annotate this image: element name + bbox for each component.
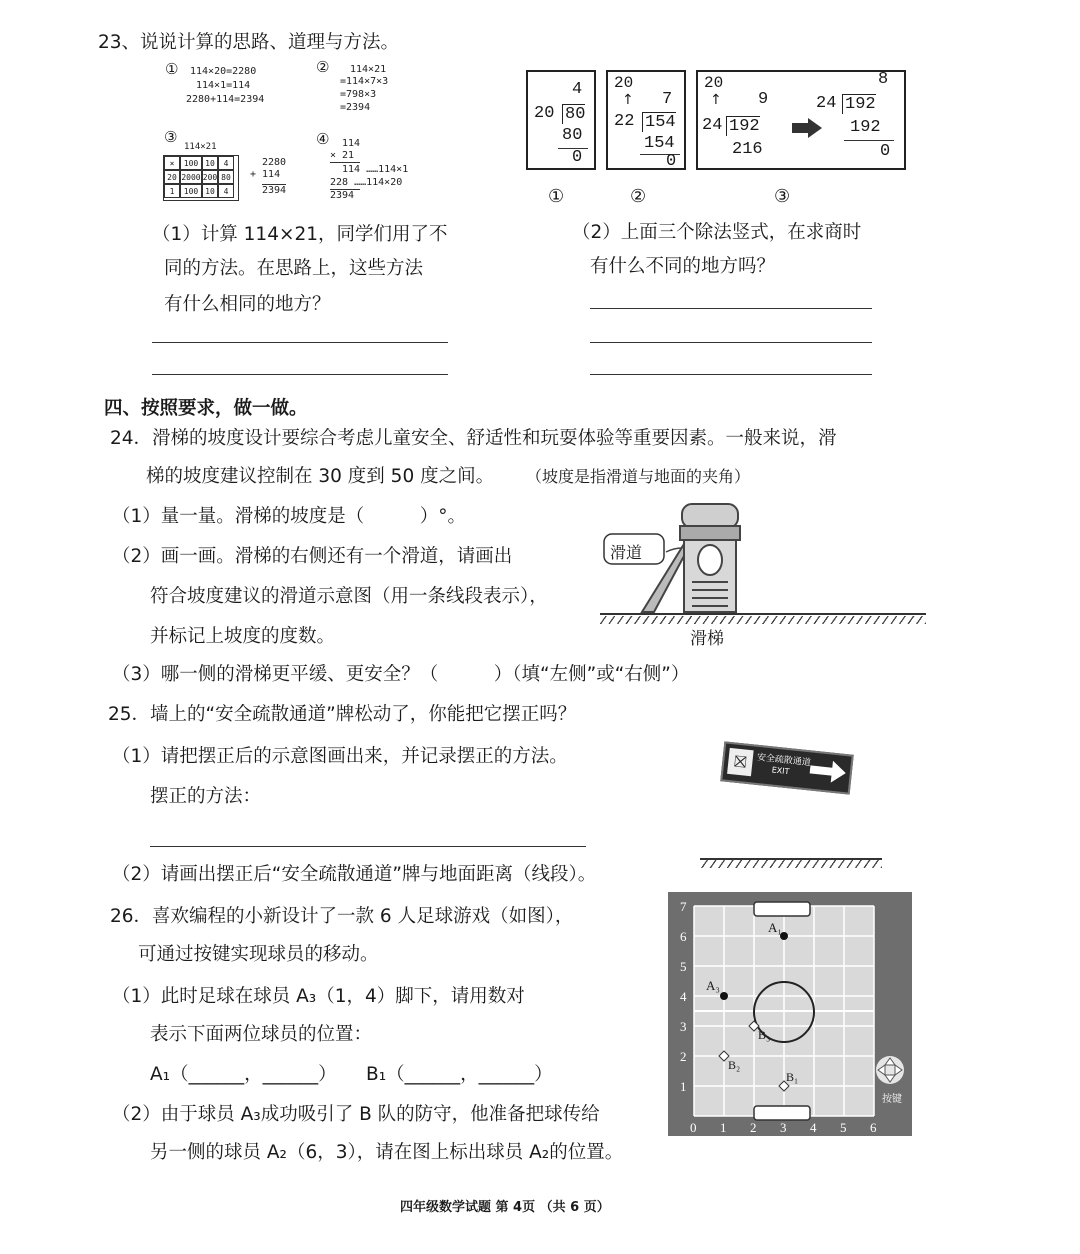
method4-line5: 2394: [330, 190, 355, 201]
method3-number: ③: [164, 128, 178, 146]
method2-line3: =798×3: [340, 89, 377, 100]
method3-sum1: 2280: [262, 157, 287, 168]
method3-grid-cell: 10: [202, 156, 218, 170]
q26-part2-line1: （2）由于球员 A₃成功吸引了 B 队的防守，他准备把球传给: [112, 1104, 600, 1125]
method3-grid-cell: 20: [164, 170, 180, 184]
division-box-2: 20 ↑ 7 22 154 154 0: [606, 70, 686, 170]
q24-part3: （3）哪一侧的滑梯更平缓、更安全？（ ）（填“左侧”或“右侧”）: [112, 664, 690, 685]
method3-top: 114×21: [184, 142, 217, 152]
method3-grid-cell: 4: [218, 184, 234, 198]
exit-sign-text: 安全疏散通道: [756, 752, 812, 769]
q26-answer-b1[interactable]: B₁（______，______）: [366, 1064, 553, 1085]
method3-grid-cell: 2000: [180, 170, 202, 184]
method3-grid-cell: 200: [202, 170, 218, 184]
q25-method-label: 摆正的方法：: [150, 786, 262, 807]
arrow-keys-icon[interactable]: [876, 1056, 904, 1084]
answer-line-23-2a[interactable]: [590, 308, 872, 309]
q24-line2b: （坡度是指滑道与地面的夹角）: [526, 467, 751, 486]
method2-line4: =2394: [340, 102, 371, 113]
player-a3-label: A₃: [706, 978, 720, 993]
method2-line1: 114×21: [350, 64, 387, 75]
answer-line-23-2b[interactable]: [590, 342, 872, 343]
q24-line2a: 梯的坡度建议控制在 30 度到 50 度之间。: [146, 466, 495, 487]
method1-line2: 114×1=114: [196, 80, 251, 91]
division-box-3: 20 ↑ 9 24 192 216 8 24 192 192 0: [696, 70, 906, 170]
q26-part1-line1: （1）此时足球在球员 A₃（1，4）脚下，请用数对: [112, 986, 525, 1007]
method4-line3: 114 ……114×1: [342, 164, 409, 175]
answer-line-23-1b[interactable]: [152, 374, 448, 375]
answer-line-23-1a[interactable]: [152, 342, 448, 343]
method1-line3: 2280+114=2394: [186, 94, 265, 105]
y-tick-label: 6: [680, 929, 687, 944]
method3-grid: [163, 155, 239, 201]
y-tick-label: 4: [680, 989, 687, 1004]
y-tick-label: 5: [680, 959, 687, 974]
soccer-field: [668, 892, 912, 1136]
x-tick-label: 0: [690, 1120, 697, 1135]
q23-sub2-line2: 有什么不同的地方吗？: [590, 256, 776, 277]
division-label-3: ③: [774, 186, 791, 207]
q24-part2-line1: （2）画一画。滑梯的右侧还有一个滑道，请画出: [112, 546, 513, 567]
division-box-1: 4 20 80 80 0: [526, 70, 596, 170]
section4-heading: 四、按照要求，做一做。: [104, 398, 308, 419]
q26-line2: 可通过按键实现球员的移动。: [138, 944, 379, 965]
player-b1-label: B₁: [786, 1070, 799, 1084]
q26-line1: 26．喜欢编程的小新设计了一款 6 人足球游戏（如图），: [110, 906, 574, 927]
method4-line4: 228 ……114×20: [330, 177, 403, 188]
x-tick-label: 2: [750, 1120, 757, 1135]
q24-line1: 24．滑梯的坡度设计要综合考虑儿童安全、舒适性和玩耍体验等重要因素。一般来说，滑: [110, 428, 837, 449]
answer-line-25[interactable]: [150, 846, 586, 847]
page-footer: 四年级数学试题 第 4页 （共 6 页）: [400, 1200, 610, 1215]
q26-part1-line2: 表示下面两位球员的位置：: [150, 1024, 373, 1045]
method3-grid-cell: 1: [164, 184, 180, 198]
q23-sub1-line3: 有什么相同的地方？: [164, 294, 331, 315]
method3-grid-cell: 100: [180, 156, 202, 170]
q24-part2-line2: 符合坡度建议的滑道示意图（用一条线段表示），: [150, 586, 548, 607]
method4-line1: 114: [342, 138, 361, 149]
exit-arrow-icon: [809, 758, 847, 784]
q23-sub2-line1: （2）上面三个除法竖式，在求商时: [572, 222, 862, 243]
q23-title: 23、说说计算的思路、道理与方法。: [98, 32, 400, 53]
method1-number: ①: [165, 60, 179, 78]
method3-grid-cell: ×: [164, 156, 180, 170]
division-label-2: ②: [630, 186, 647, 207]
y-tick-label: 3: [680, 1019, 687, 1034]
slide-caption: 滑梯: [690, 629, 724, 649]
answer-line-23-2c[interactable]: [590, 374, 872, 375]
method3-grid-cell: 10: [202, 184, 218, 198]
player-a1-label: A₁: [768, 920, 782, 935]
exit-sign-en: EXIT: [771, 765, 790, 777]
player-b2-label: B₂: [728, 1058, 741, 1072]
method3-sum3: 2394: [262, 185, 287, 196]
y-tick-label: 1: [680, 1079, 687, 1094]
exit-person-icon: ⛝: [727, 748, 754, 776]
q24-part1: （1）量一量。滑梯的坡度是（ ）°。: [112, 506, 467, 527]
q23-sub1-line1: （1）计算 114×21，同学们用了不: [152, 224, 448, 245]
method3-grid-cell: 4: [218, 156, 234, 170]
method2-number: ②: [316, 58, 330, 76]
player-b3-label: B₃: [758, 1028, 771, 1042]
method4-number: ④: [316, 130, 330, 148]
q26-part2-line2: 另一侧的球员 A₂（6，3），请在图上标出球员 A₂的位置。: [150, 1142, 624, 1163]
x-tick-label: 1: [720, 1120, 727, 1135]
x-tick-label: 6: [870, 1120, 877, 1135]
y-tick-label: 2: [680, 1049, 687, 1064]
right-arrow-icon: [792, 118, 822, 138]
exit-sign: [720, 741, 853, 794]
player-a3: [720, 992, 728, 1000]
slide-figure: [600, 490, 926, 620]
method3-grid-cell: 80: [218, 170, 234, 184]
method2-line2: =114×7×3: [340, 76, 389, 87]
method3-sum2: + 114: [250, 169, 281, 180]
y-tick-label: 7: [680, 899, 687, 914]
method1-line1: 114×20=2280: [190, 66, 257, 77]
x-tick-label: 3: [780, 1120, 787, 1135]
q24-part2-line3: 并标记上坡度的度数。: [150, 626, 336, 647]
method4-line2: × 21: [330, 150, 355, 161]
q25-line1: 25．墙上的“安全疏散通道”牌松动了，你能把它摆正吗？: [108, 704, 577, 725]
slide-callout-label: 滑道: [610, 543, 643, 562]
x-tick-label: 4: [810, 1120, 817, 1135]
division-label-1: ①: [548, 186, 565, 207]
q25-part2: （2）请画出摆正后“安全疏散通道”牌与地面距离（线段）。: [112, 864, 597, 885]
method3-grid-cell: 100: [180, 184, 202, 198]
x-tick-label: 5: [840, 1120, 847, 1135]
q26-answer-a1[interactable]: A₁（______，______）: [150, 1064, 337, 1085]
q25-part1: （1）请把摆正后的示意图画出来，并记录摆正的方法。: [112, 746, 568, 767]
q23-sub1-line2: 同的方法。在思路上，这些方法: [164, 258, 424, 279]
key-label: 按键: [882, 1094, 902, 1105]
